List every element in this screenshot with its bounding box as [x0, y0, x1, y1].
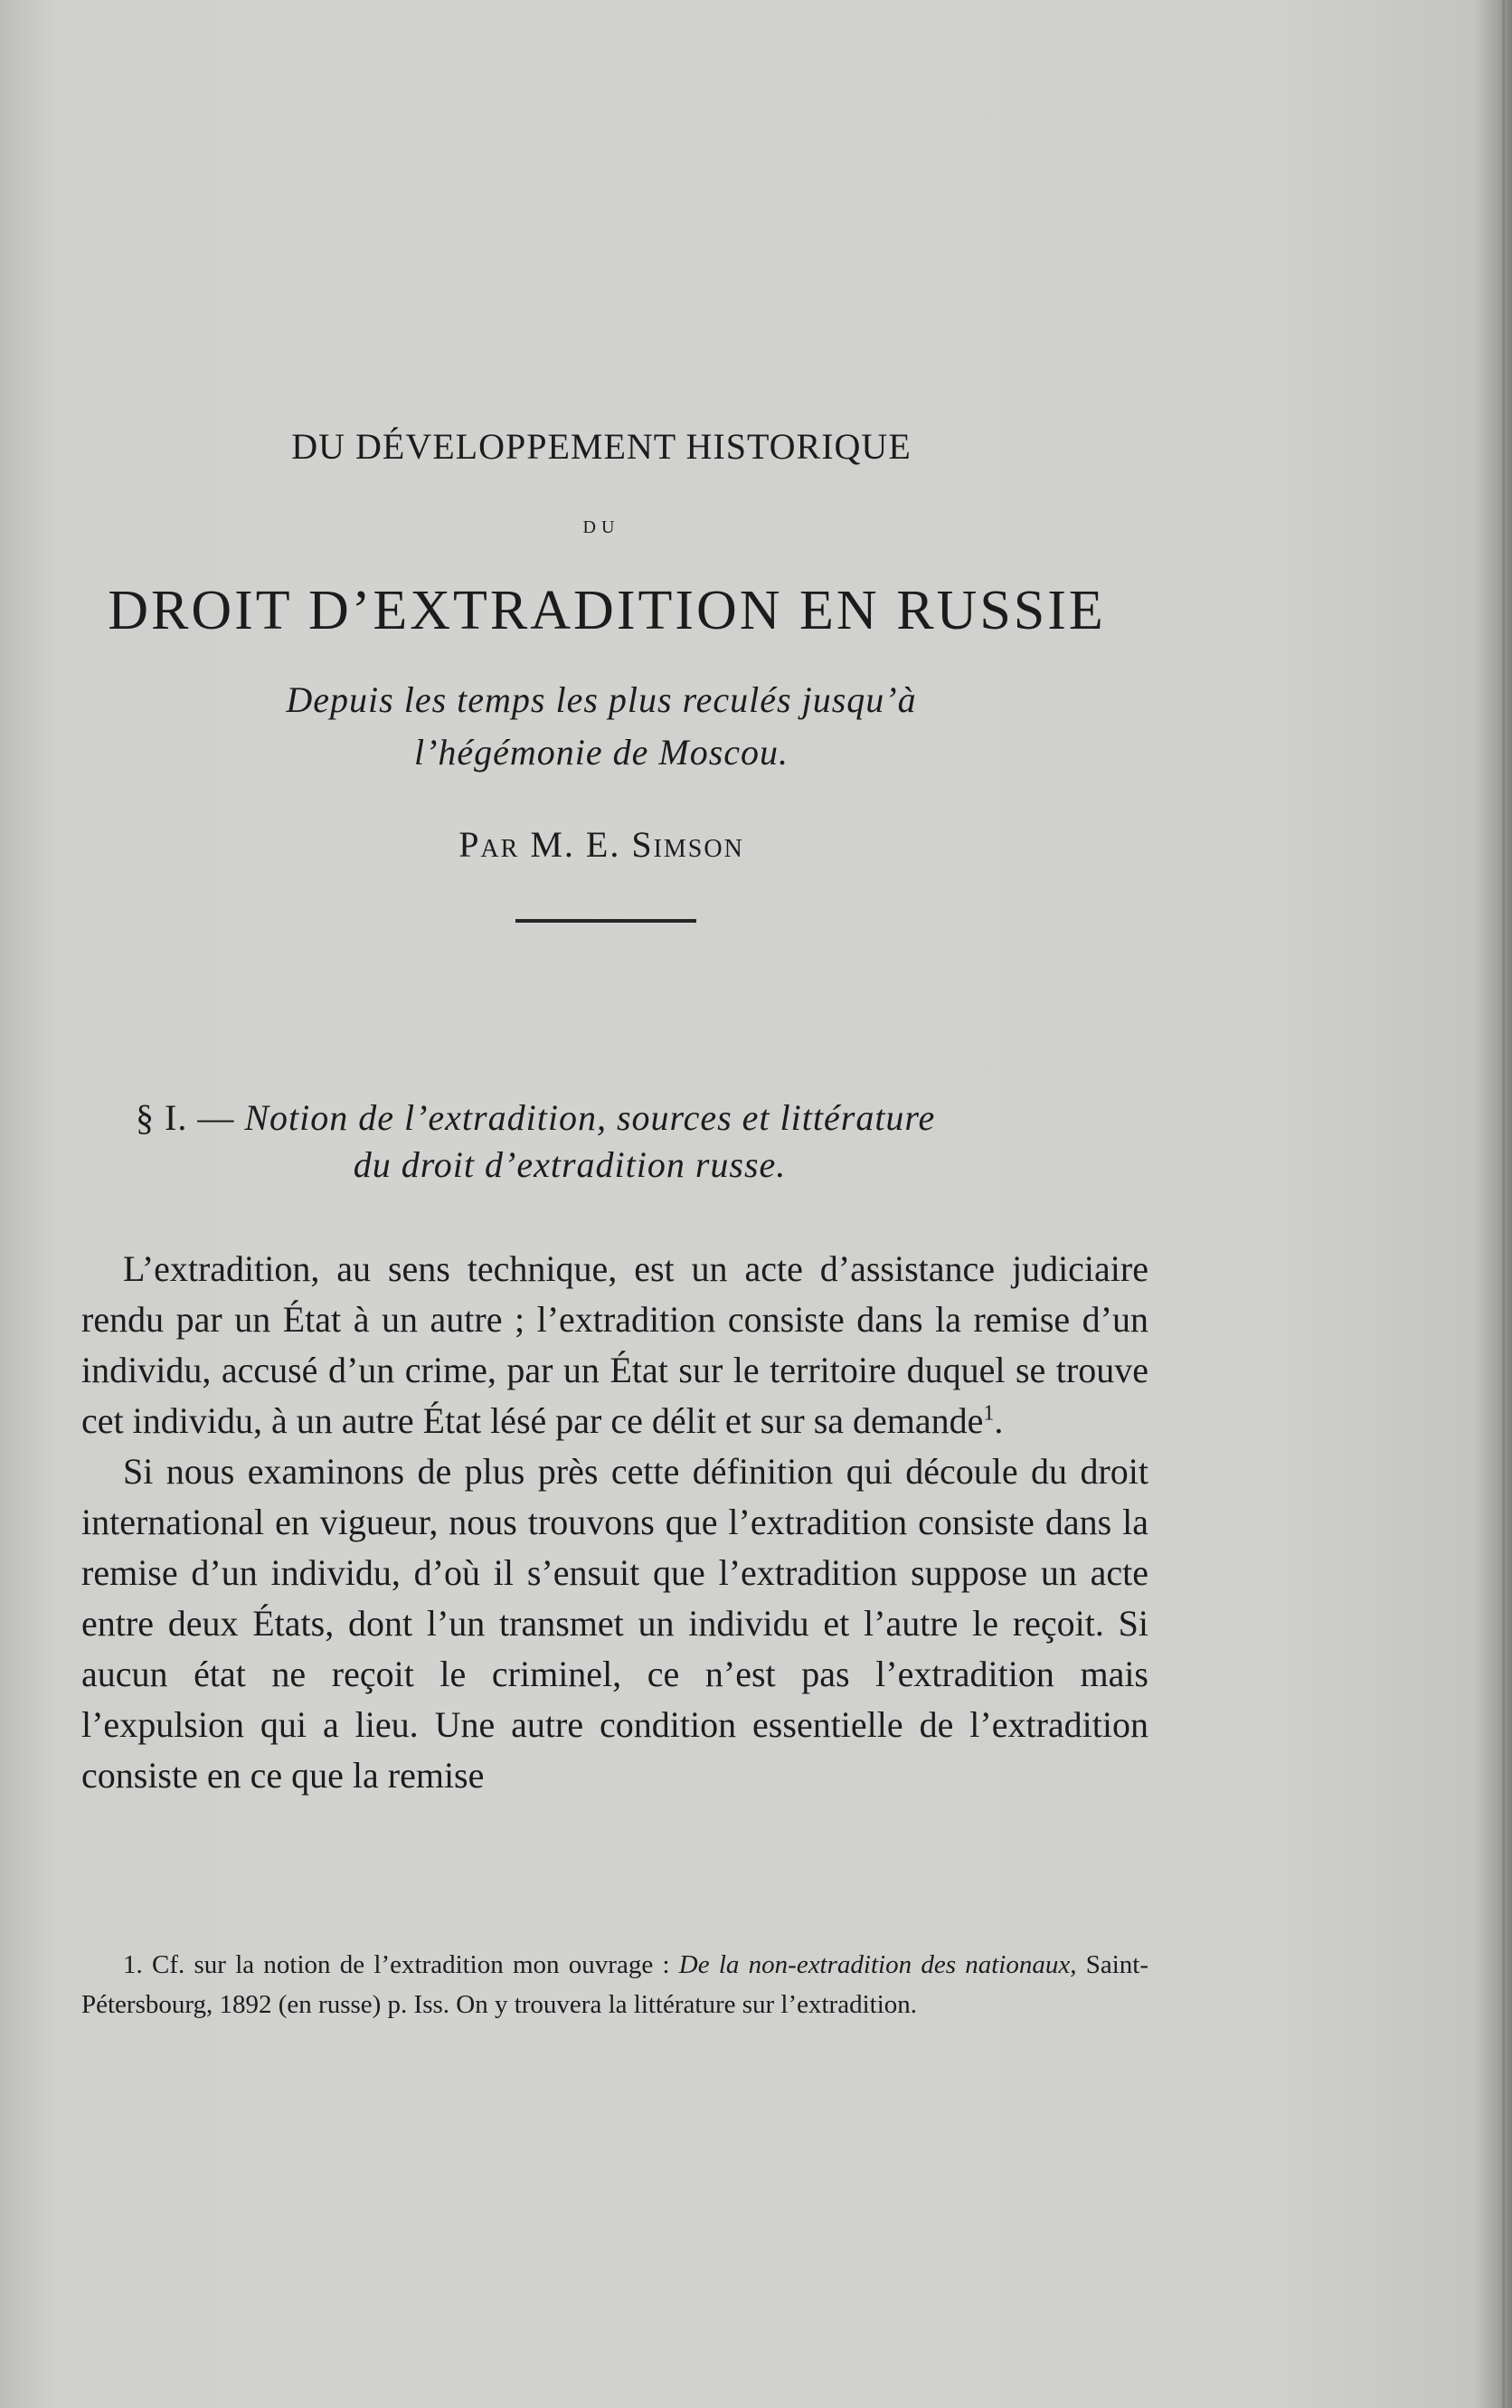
pre-title: DU DÉVELOPPEMENT HISTORIQUE: [291, 426, 912, 467]
footnote-text-after: Saint-Pétersbourg, 1892 (en russe) p. Iss. On y trouvera la littérature sur l’extradition.: [81, 1950, 1149, 2019]
section-title-line-2: du droit d’extradition russe.: [353, 1144, 787, 1185]
author-byline: Par M. E. Simson: [458, 824, 744, 865]
footnote-cited-title: De la non-extradition des nationaux,: [678, 1950, 1077, 1979]
page-edge-shadow: [1502, 0, 1505, 2408]
main-title: DROIT D’EXTRADITION EN RUSSIE: [108, 580, 1106, 641]
paragraph-1-text: L’extradition, au sens technique, est un acte d’assistance judiciaire rendu par un État à un autre ; l’extradition consiste dans la remise d’un individu, accusé d’un crime, par un État sur le territoire duquel se trouve cet individu, à un autre État lésé par ce délit et sur sa demande: [81, 1248, 1148, 1441]
footnote: [81, 1945, 1148, 2024]
paragraph-1: [81, 1244, 1148, 1446]
footnote-text-before: Cf. sur la notion de l’extradition mon ouvrage :: [152, 1950, 670, 1979]
section-heading: [136, 1095, 1112, 1189]
subtitle-line-2: l’hégémonie de Moscou.: [413, 732, 789, 773]
title-connector: DU: [582, 517, 620, 537]
footnote-text: [81, 1945, 1148, 2024]
section-title-line-1: Notion de l’extradition, sources et littérature: [244, 1097, 936, 1138]
footnote-number: 1.: [123, 1950, 143, 1979]
paragraph-2: Si nous examinons de plus près cette définition qui découle du droit international en vigueur, nous trouvons que l’extradition consiste dans la remise d’un individu, d’où il s’ensuit que l’extradition suppose un acte entre deux États, dont l’un transmet un individu et l’autre le reçoit. Si aucun état ne reçoit le criminel, ce n’est pas l’extradition mais l’expulsion qui a lieu. Une autre condition essentielle de l’extradition consiste en ce que la remise: [81, 1451, 1148, 1796]
subtitle: [81, 674, 1121, 779]
footnote-reference: 1: [983, 1401, 995, 1426]
section-number: § I. —: [136, 1097, 235, 1138]
body-text: [81, 1244, 1148, 1801]
subtitle-line-1: Depuis les temps les plus reculés jusqu’à: [286, 679, 917, 720]
title-divider: [515, 919, 696, 923]
paragraph-1-end: .: [994, 1400, 1004, 1441]
